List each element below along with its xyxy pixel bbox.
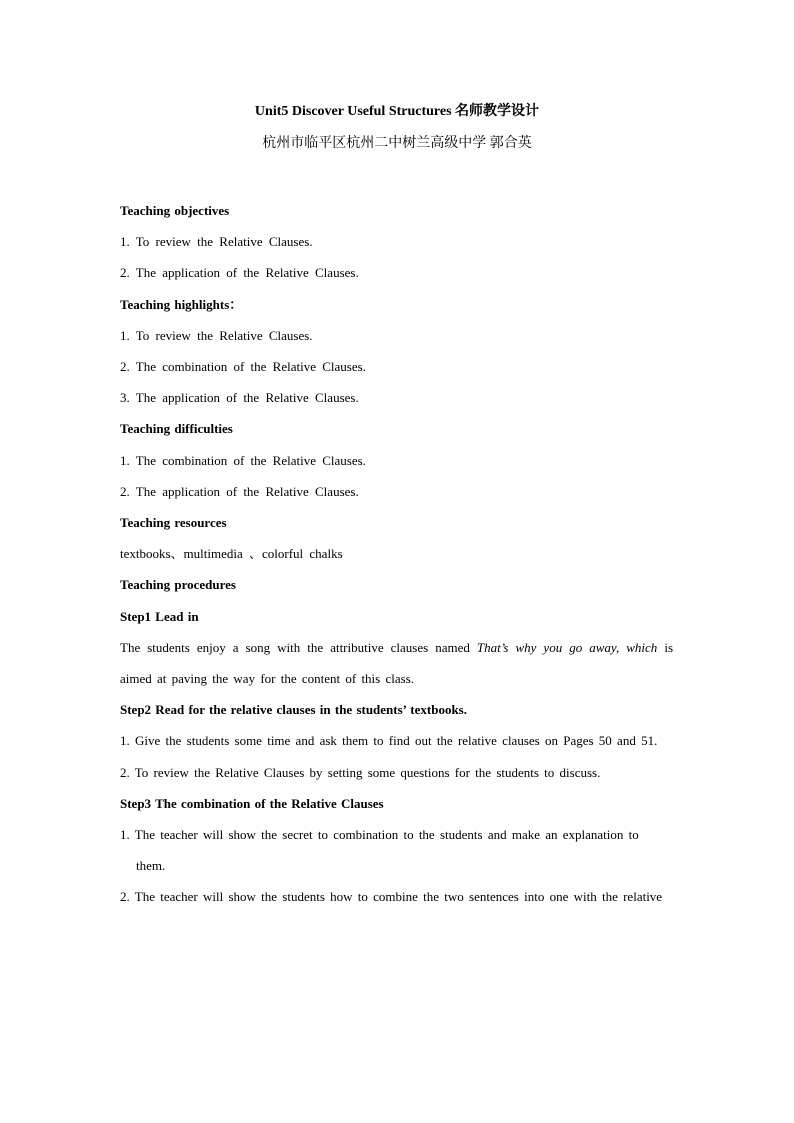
step2-item: 1. Give the students some time and ask them to find out the relative clauses on Pages 50 and 51. bbox=[120, 733, 658, 749]
highlight-item: 2. The combination of the Relative Clauses. bbox=[120, 359, 366, 375]
resources-text: textbooks、multimedia 、colorful chalks bbox=[120, 546, 343, 562]
step2-heading: Step2 Read for the relative clauses in the students’ textbooks. bbox=[120, 702, 467, 718]
objective-item: 1. To review the Relative Clauses. bbox=[120, 234, 313, 250]
resources-heading: Teaching resources bbox=[120, 515, 227, 531]
step1-text-before: The students enjoy a song with the attributive clauses named bbox=[120, 639, 477, 655]
objectives-heading: Teaching objectives bbox=[120, 203, 230, 218]
step1-text bbox=[120, 632, 673, 694]
step1-heading: Step1 Lead in bbox=[120, 608, 199, 624]
difficulty-item: 1. The combination of the Relative Clauses. bbox=[120, 452, 366, 468]
difficulty-item: 2. The application of the Relative Clauses. bbox=[120, 483, 359, 499]
step3-heading: Step3 The combination of the Relative Clauses bbox=[120, 795, 384, 811]
highlight-item: 3. The application of the Relative Clauses. bbox=[120, 390, 359, 406]
step3-item: 1. The teacher will show the secret to combination to the students and make an explanation to bbox=[120, 827, 639, 843]
difficulties-heading: Teaching difficulties bbox=[120, 421, 233, 437]
objective-item: 2. The application of the Relative Clauses. bbox=[120, 265, 359, 281]
song-title: That’s why you go away, which bbox=[476, 639, 658, 655]
document-body bbox=[120, 195, 673, 913]
step1-text-after: is aimed at paving the way for the content of this class. bbox=[120, 639, 674, 687]
procedures-heading: Teaching procedures bbox=[120, 577, 236, 593]
step2-item: 2. To review the Relative Clauses by setting some questions for the students to discuss. bbox=[120, 764, 601, 780]
document-title: Unit5 Discover Useful Structures 名师教学设计 bbox=[254, 104, 540, 119]
step3-item-continuation: them. bbox=[136, 858, 166, 874]
highlight-item: 1. To review the Relative Clauses. bbox=[120, 327, 313, 343]
highlights-heading: Teaching highlights： bbox=[120, 296, 243, 312]
step3-item: 2. The teacher will show the students how to combine the two sentences into one with the relative bbox=[120, 889, 663, 905]
author-line: 杭州市临平区杭州二中树兰高级中学 郭合英 bbox=[262, 136, 532, 151]
